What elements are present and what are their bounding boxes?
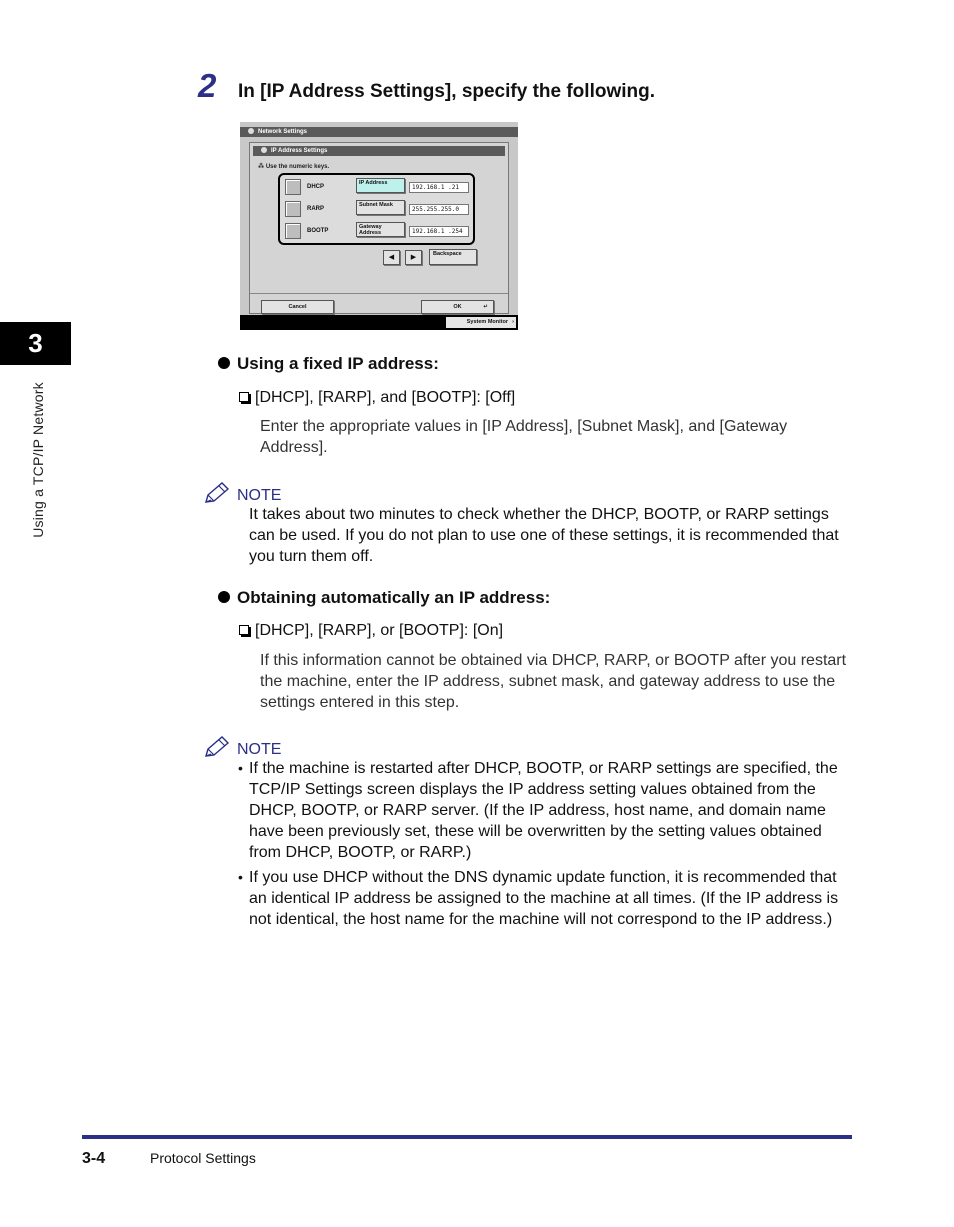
ip-address-value: 192.168.1 .21 — [409, 182, 469, 193]
step-title: In [IP Address Settings], specify the following. — [238, 81, 655, 102]
bullet-icon — [218, 357, 230, 369]
numeric-keys-hint — [258, 163, 329, 170]
ok-button[interactable] — [421, 300, 494, 314]
pencil-icon — [203, 481, 231, 505]
gateway-address-button[interactable]: Gateway Address — [356, 222, 405, 237]
note-heading-1 — [203, 481, 281, 506]
note-text-1: It takes about two minutes to check whether the DHCP, BOOTP, or RARP settings can be used. If you do not plan to use one of these settings, it is recommended that you turn them off. — [249, 506, 839, 565]
checkbox-bullet-icon — [239, 392, 249, 402]
screen-title-bar — [240, 127, 518, 137]
system-monitor-button[interactable] — [446, 317, 516, 328]
backspace-button[interactable]: Backspace — [429, 249, 477, 265]
bootp-label: BOOTP — [307, 228, 329, 234]
hint-text: Use the numeric keys. — [265, 164, 330, 170]
ip-address-settings-screen — [240, 122, 518, 330]
network-icon — [248, 128, 254, 134]
step-number: 2 — [198, 67, 217, 104]
auto-ip-heading — [218, 587, 550, 609]
note-label-2: NOTE — [237, 741, 282, 758]
gateway-address-value: 192.168.1 .254 — [409, 226, 469, 237]
keypad-icon: ⁂ — [258, 164, 265, 170]
dialog-divider — [250, 293, 508, 294]
chevron-right-icon: › — [512, 319, 514, 325]
auto-ip-option-text: [DHCP], [RARP], or [BOOTP]: [On] — [255, 622, 504, 639]
fixed-ip-heading — [218, 353, 439, 375]
auto-ip-option — [239, 621, 503, 641]
right-arrow-button[interactable]: ▶ — [405, 250, 422, 265]
chapter-side-label: Using a TCP/IP Network — [30, 382, 46, 538]
bullet-icon — [218, 591, 230, 603]
address-fields-group — [278, 173, 475, 245]
note-item: • If the machine is restarted after DHCP, BOOTP, or RARP settings are specified, the TCP/IP Settings screen displays the IP address setting values obtained from the DHCP, BOOTP, or RARP server. (If the IP address, host name, and domain name have been previously set, these will be overwritten by the setting values obtained from DHCP, BOOTP, or RARP.) — [238, 758, 854, 863]
dhcp-label: DHCP — [307, 184, 325, 190]
dialog-title: IP Address Settings — [271, 148, 328, 154]
checkbox-bullet-icon — [239, 625, 249, 635]
screen-title: Network Settings — [258, 129, 308, 135]
dialog-title-bar — [253, 146, 505, 156]
screen-status-bar — [240, 315, 518, 330]
rarp-label: RARP — [307, 206, 325, 212]
section-name: Protocol Settings — [150, 1150, 256, 1166]
bootp-checkbox[interactable] — [285, 223, 301, 239]
note-label-1: NOTE — [237, 487, 282, 504]
system-monitor-label: System Monitor — [466, 319, 508, 325]
settings-icon — [261, 147, 267, 153]
pencil-icon — [203, 735, 231, 759]
subnet-mask-button[interactable]: Subnet Mask — [356, 200, 405, 215]
chapter-tab: 3 — [0, 322, 71, 365]
note-list-2 — [238, 758, 854, 930]
settings-dialog — [249, 142, 509, 314]
dhcp-checkbox[interactable] — [285, 179, 301, 195]
ip-address-button[interactable]: IP Address — [356, 178, 405, 193]
footer-rule — [82, 1135, 852, 1139]
fixed-ip-description: Enter the appropriate values in [IP Address], [Subnet Mask], and [Gateway Address]. — [260, 418, 788, 456]
fixed-ip-option — [239, 388, 515, 408]
subnet-mask-value: 255.255.255.0 — [409, 204, 469, 215]
fixed-ip-option-text: [DHCP], [RARP], and [BOOTP]: [Off] — [255, 389, 516, 406]
rarp-checkbox[interactable] — [285, 201, 301, 217]
note-heading-2 — [203, 735, 281, 760]
cancel-button[interactable]: Cancel — [261, 300, 334, 314]
left-arrow-button[interactable]: ◀ — [383, 250, 400, 265]
note-item: • If you use DHCP without the DNS dynamic update function, it is recommended that an identical IP address be assigned to the machine at all times. (If the IP address is not identical, the host name for the machine will not correspond to the IP address.) — [238, 867, 854, 930]
auto-ip-description: If this information cannot be obtained via DHCP, RARP, or BOOTP after you restart the machine, enter the IP address, subnet mask, and gateway address to use the settings entered in this step. — [260, 652, 847, 711]
ok-label: OK — [453, 304, 462, 310]
page-number: 3-4 — [82, 1150, 106, 1167]
fixed-ip-heading-text: Using a fixed IP address: — [237, 354, 439, 373]
enter-icon: ↵ — [483, 304, 488, 310]
auto-ip-heading-text: Obtaining automatically an IP address: — [237, 588, 551, 607]
